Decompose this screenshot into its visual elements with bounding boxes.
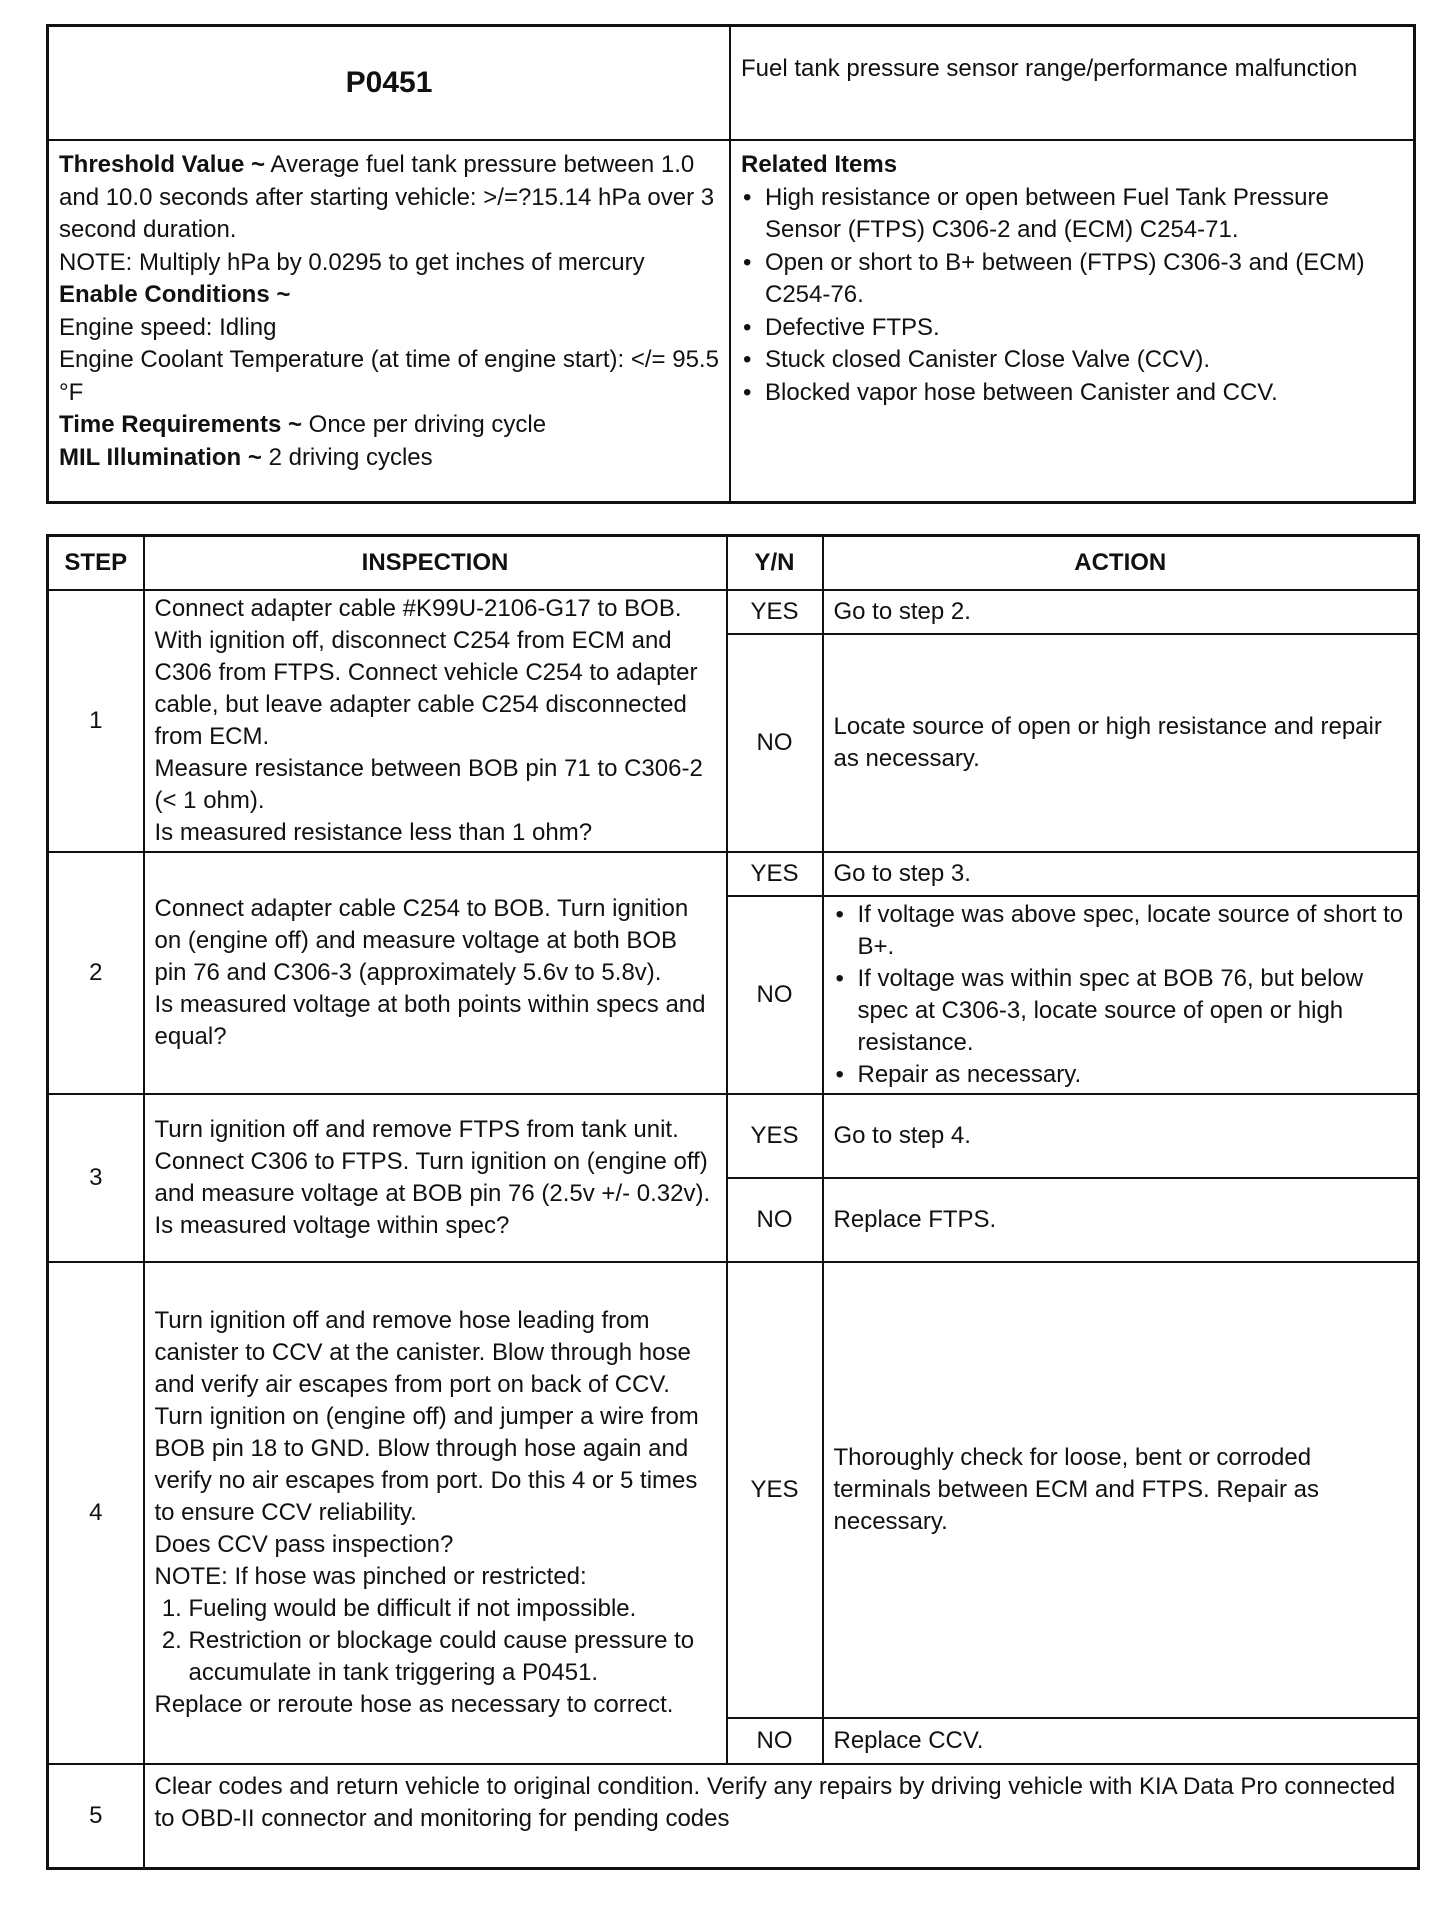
step-inspection xyxy=(144,1262,727,1764)
step-inspection xyxy=(144,852,727,1094)
yes-action: Go to step 2. xyxy=(823,590,1419,634)
step-number: 5 xyxy=(48,1764,144,1868)
inspection-text: Measure resistance between BOB pin 71 to C306-2 (< 1 ohm). xyxy=(154,755,703,814)
table-row xyxy=(48,1764,1419,1868)
step-number: 3 xyxy=(48,1094,144,1262)
no-action-list xyxy=(834,899,1408,1091)
step-number: 2 xyxy=(48,852,144,1094)
enable-conditions-label: Enable Conditions ~ xyxy=(59,281,291,308)
yes-action: Go to step 3. xyxy=(823,852,1419,896)
no-label: NO xyxy=(727,1718,823,1764)
no-action xyxy=(823,896,1419,1094)
table-row xyxy=(48,1262,1419,1718)
no-action: Replace FTPS. xyxy=(823,1178,1419,1262)
inspection-text: Connect adapter cable #K99U-2106-G17 to BOB. With ignition off, disconnect C254 from ECM and C306 from FTPS. Connect vehicle C254 to adapter cable, but leave adapter cable C254 disconnected from ECM. xyxy=(154,595,698,750)
related-items-label: Related Items xyxy=(741,151,898,178)
inspection-question: Does CCV pass inspection? xyxy=(154,1531,454,1558)
note-list xyxy=(155,1593,716,1689)
related-items-list xyxy=(741,182,1411,410)
yes-label: YES xyxy=(727,852,823,896)
related-items-cell xyxy=(741,149,1411,409)
inspection-header: INSPECTION xyxy=(144,536,727,591)
table-row xyxy=(48,590,1419,634)
list-item: • Stuck closed Canister Close Valve (CCV). xyxy=(741,344,1411,377)
inspection-text: Connect adapter cable C254 to BOB. Turn ignition on (engine off) and measure voltage at both BOB pin 76 and C306-3 (approximately 5.6v to 5.8v). xyxy=(154,895,689,986)
time-requirements xyxy=(59,409,724,442)
inspection-text: Turn ignition off and remove FTPS from tank unit. Connect C306 to FTPS. Turn ignition on (engine off) and measure voltage at BOB pin 76 (2.5v +/- 0.32v). xyxy=(154,1116,711,1207)
step-number: 1 xyxy=(48,590,144,852)
dtc-code: P0451 xyxy=(345,66,433,99)
yes-label: YES xyxy=(727,1262,823,1718)
no-action: Locate source of open or high resistance and repair as necessary. xyxy=(823,634,1419,852)
threshold-label: Threshold Value ~ xyxy=(59,151,266,178)
no-label: NO xyxy=(727,634,823,852)
no-action: Replace CCV. xyxy=(823,1718,1419,1764)
inspection-question: Is measured voltage within spec? xyxy=(154,1212,510,1239)
list-item: • If voltage was within spec at BOB 76, but below spec at C306-3, locate source of open or high resistance. xyxy=(834,963,1408,1059)
inspection-question: Is measured voltage at both points within specs and equal? xyxy=(154,991,706,1050)
table-row xyxy=(48,852,1419,896)
list-item: • Open or short to B+ between (FTPS) C306-3 and (ECM) C254-76. xyxy=(741,247,1411,312)
column-divider xyxy=(729,27,731,501)
list-item: • High resistance or open between Fuel Tank Pressure Sensor (FTPS) C306-2 and (ECM) C254-71. xyxy=(741,182,1411,247)
list-item: • Repair as necessary. xyxy=(834,1059,1408,1091)
inspection-text: Turn ignition off and remove hose leading from canister to CCV at the canister. Blow through hose and verify air escapes from port on back of CCV. Turn ignition on (engine off) and jumper a wire from BOB pin 18 to GND. Blow through hose again and verify no air escapes from port. Do this 4 or 5 times to ensure CCV reliability. xyxy=(154,1307,699,1526)
step-number: 4 xyxy=(48,1262,144,1764)
step-inspection xyxy=(144,590,727,852)
yes-action: Go to step 4. xyxy=(823,1094,1419,1178)
dtc-description: Fuel tank pressure sensor range/performance malfunction xyxy=(741,55,1358,82)
list-item: • If voltage was above spec, locate source of short to B+. xyxy=(834,899,1408,963)
yn-header: Y/N xyxy=(727,536,823,591)
threshold-note: NOTE: Multiply hPa by 0.0295 to get inches of mercury xyxy=(59,248,645,276)
diagnostic-steps-table xyxy=(46,534,1420,1870)
mil-illumination xyxy=(59,442,724,475)
yes-action: Thoroughly check for loose, bent or corroded terminals between ECM and FTPS. Repair as necessary. xyxy=(823,1262,1419,1718)
inspection-note: NOTE: If hose was pinched or restricted: xyxy=(154,1563,587,1590)
mil-illumination-label: MIL Illumination ~ xyxy=(59,443,262,471)
inspection-question: Is measured resistance less than 1 ohm? xyxy=(154,819,593,846)
table-header-row xyxy=(48,536,1419,591)
list-item: 1. Fueling would be difficult if not impossible. xyxy=(189,1593,716,1625)
time-requirements-label: Time Requirements ~ xyxy=(59,411,302,438)
threshold-text: Average fuel tank pressure between 1.0 and 10.0 seconds after starting vehicle: >/=?15.14 hPa over 3 second duration. xyxy=(59,151,715,243)
list-item: 2. Restriction or blockage could cause pressure to accumulate in tank triggering a P0451. xyxy=(189,1625,716,1689)
time-requirements-text: Once per driving cycle xyxy=(308,411,547,438)
no-label: NO xyxy=(727,1178,823,1262)
yes-label: YES xyxy=(727,590,823,634)
table-row xyxy=(48,1094,1419,1178)
action-header: ACTION xyxy=(823,536,1419,591)
no-label: NO xyxy=(727,896,823,1094)
dtc-summary-table xyxy=(46,24,1416,504)
inspection-text: Replace or reroute hose as necessary to correct. xyxy=(154,1691,674,1718)
row-divider xyxy=(49,139,1413,141)
criteria-cell xyxy=(59,149,724,474)
list-item: • Defective FTPS. xyxy=(741,312,1411,345)
list-item: • Blocked vapor hose between Canister and CCV. xyxy=(741,377,1411,410)
step-inspection xyxy=(144,1094,727,1262)
enable-condition-speed: Engine speed: Idling xyxy=(59,313,277,341)
step-header: STEP xyxy=(48,536,144,591)
enable-condition-coolant: Engine Coolant Temperature (at time of engine start): </= 95.5 °F xyxy=(59,346,719,406)
step-final-instruction: Clear codes and return vehicle to original condition. Verify any repairs by driving vehicle with KIA Data Pro connected to OBD-II connector and monitoring for pending codes xyxy=(144,1764,1419,1868)
yes-label: YES xyxy=(727,1094,823,1178)
mil-illumination-text: 2 driving cycles xyxy=(268,443,433,471)
threshold-value xyxy=(59,149,724,247)
